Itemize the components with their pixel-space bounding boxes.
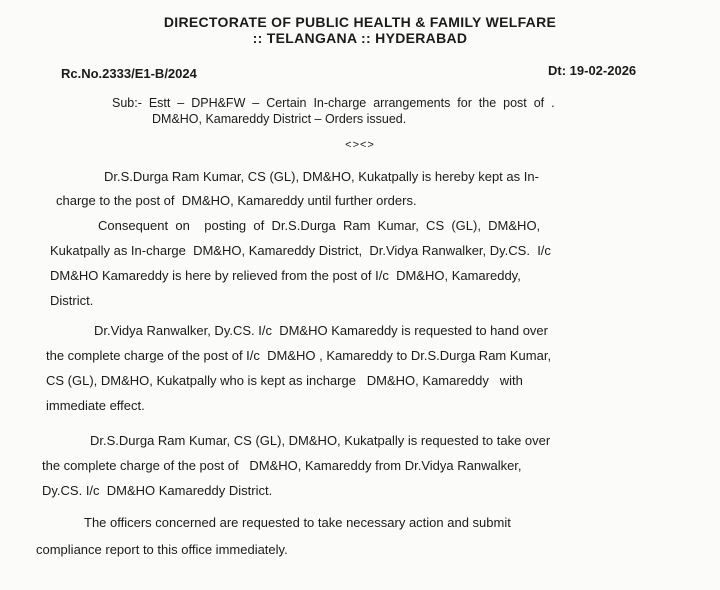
paragraph-line: DM&HO Kamareddy is here by relieved from the post of I/c DM&HO, Kamareddy, <box>50 268 521 283</box>
office-header-location: :: TELANGANA :: HYDERABAD <box>252 30 468 46</box>
paragraph-line: The officers concerned are requested to take necessary action and submit <box>84 515 511 530</box>
paragraph-line: Dr.S.Durga Ram Kumar, CS (GL), DM&HO, Kukatpally is requested to take over <box>90 433 551 448</box>
order-date: Dt: 19-02-2026 <box>548 63 637 78</box>
section-separator: <><> <box>345 139 375 151</box>
paragraph-incharge-order <box>56 165 668 213</box>
paragraph-relief-order <box>50 213 678 313</box>
paragraph-line: compliance report to this office immediately. <box>36 542 288 557</box>
paragraph-line: the complete charge of the post of I/c DM&HO , Kamareddy to Dr.S.Durga Ram Kumar, <box>46 348 552 363</box>
paragraph-compliance-request <box>36 509 698 563</box>
subject-line-1: Sub:- Estt – DPH&FW – Certain In-charge arrangements for the post of . <box>112 96 555 110</box>
paragraph-line: Kukatpally as In-charge DM&HO, Kamareddy District, Dr.Vidya Ranwalker, Dy.CS. I/c <box>50 243 551 258</box>
subject-line-2: DM&HO, Kamareddy District – Orders issued. <box>152 111 407 126</box>
paragraph-line: charge to the post of DM&HO, Kamareddy until further orders. <box>56 193 417 208</box>
paragraph-line: immediate effect. <box>46 398 145 413</box>
office-header-title: DIRECTORATE OF PUBLIC HEALTH & FAMILY WELFARE <box>163 14 557 30</box>
paragraph-line: Dy.CS. I/c DM&HO Kamareddy District. <box>42 483 273 498</box>
paragraph-line: District. <box>50 293 94 308</box>
paragraph-line: Dr.Vidya Ranwalker, Dy.CS. I/c DM&HO Kamareddy is requested to hand over <box>94 323 548 338</box>
reference-number: Rc.No.2333/E1-B/2024 <box>61 66 197 81</box>
paragraph-line: CS (GL), DM&HO, Kukatpally who is kept as incharge DM&HO, Kamareddy with <box>46 373 523 388</box>
paragraph-line: the complete charge of the post of DM&HO, Kamareddy from Dr.Vidya Ranwalker, <box>42 458 522 473</box>
subject-block <box>112 96 672 127</box>
paragraph-takeover-request <box>42 428 690 503</box>
paragraph-line: Consequent on posting of Dr.S.Durga Ram Kumar, CS (GL), DM&HO, <box>98 218 541 233</box>
paragraph-handover-request <box>46 318 682 418</box>
paragraph-line: Dr.S.Durga Ram Kumar, CS (GL), DM&HO, Kukatpally is hereby kept as In- <box>104 169 539 184</box>
